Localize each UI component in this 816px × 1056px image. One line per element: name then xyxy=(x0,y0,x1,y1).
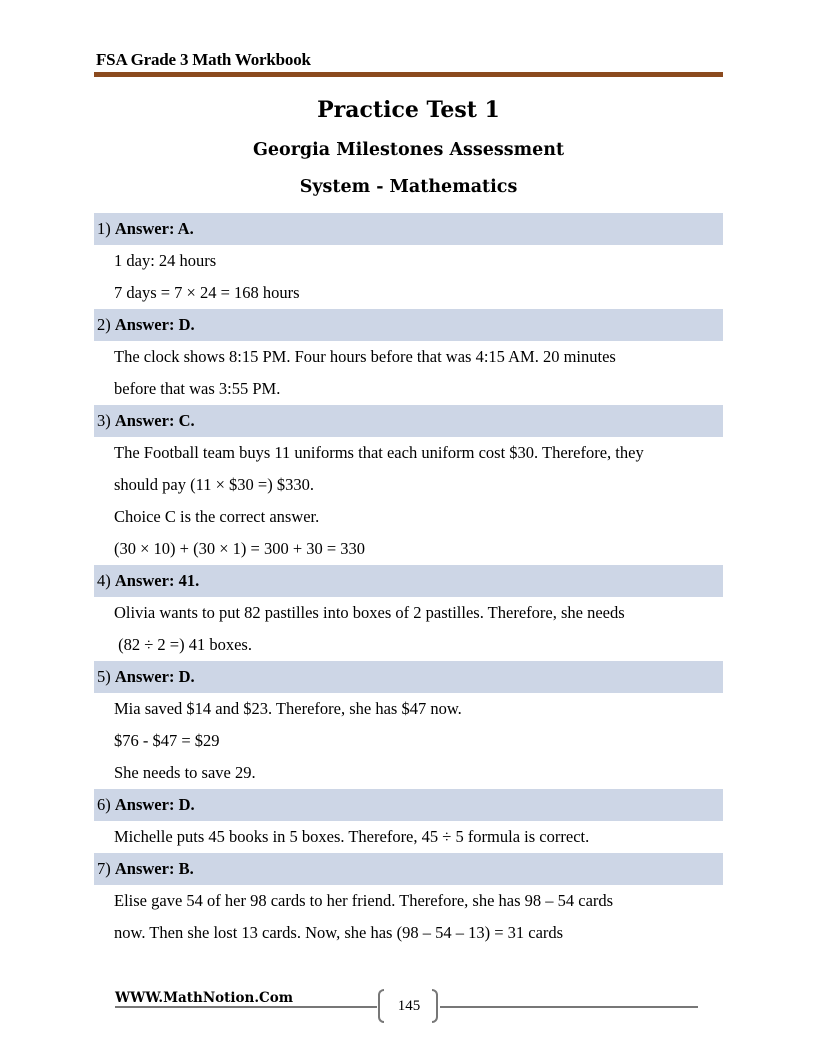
question-number: 6) xyxy=(97,795,115,814)
question-number: 4) xyxy=(97,571,115,590)
explanation-line: The Football team buys 11 uniforms that each uniform cost $30. Therefore, they xyxy=(114,443,644,462)
page-number-left-brace xyxy=(378,989,384,1023)
answer-label: Answer: 41. xyxy=(114,571,200,590)
header-title: FSA Grade 3 Math Workbook xyxy=(96,50,311,69)
answer-heading xyxy=(94,405,723,437)
explanation-line: $76 - $47 = $29 xyxy=(114,731,220,750)
page-number-right-brace xyxy=(432,989,438,1023)
page-subtitle-line-1: Georgia Milestones Assessment xyxy=(252,140,565,160)
explanation-line: Elise gave 54 of her 98 cards to her friend. Therefore, she has 98 – 54 cards xyxy=(114,891,614,910)
answer-list xyxy=(94,213,723,949)
answer-heading xyxy=(94,309,723,341)
answer-heading xyxy=(94,789,723,821)
footer-url: WWW.MathNotion.Com xyxy=(115,990,294,1006)
answer-label: Answer: B. xyxy=(114,859,194,878)
explanation-line: The clock shows 8:15 PM. Four hours before that was 4:15 AM. 20 minutes xyxy=(114,347,616,366)
answer-label: Answer: D. xyxy=(114,315,195,334)
explanation-line: 7 days = 7 × 24 = 168 hours xyxy=(114,283,300,302)
explanation-line: should pay (11 × $30 =) $330. xyxy=(114,475,314,494)
answer-heading xyxy=(94,661,723,693)
explanation-line: now. Then she lost 13 cards. Now, she has (98 – 54 – 13) = 31 cards xyxy=(114,923,564,942)
question-number: 3) xyxy=(97,411,115,430)
question-number: 1) xyxy=(97,219,115,238)
answer-label: Answer: D. xyxy=(114,667,195,686)
explanation-line: Michelle puts 45 books in 5 boxes. Therefore, 45 ÷ 5 formula is correct. xyxy=(114,827,590,846)
explanation-line: Olivia wants to put 82 pastilles into boxes of 2 pastilles. Therefore, she needs xyxy=(114,603,625,622)
answer-label: Answer: C. xyxy=(114,411,195,430)
question-number: 5) xyxy=(97,667,115,686)
explanation-line: 1 day: 24 hours xyxy=(114,251,217,270)
answer-heading xyxy=(94,853,723,885)
answer-heading xyxy=(94,565,723,597)
header-rule xyxy=(94,72,723,77)
page-title: Practice Test 1 xyxy=(317,97,500,123)
explanation-line: (82 ÷ 2 =) 41 boxes. xyxy=(114,635,252,654)
explanation-line: before that was 3:55 PM. xyxy=(114,379,281,398)
explanation-line: (30 × 10) + (30 × 1) = 300 + 30 = 330 xyxy=(114,539,366,558)
answer-heading xyxy=(94,213,723,245)
page-subtitle-line-2: System - Mathematics xyxy=(299,177,518,197)
explanation-line: Choice C is the correct answer. xyxy=(114,507,320,526)
answer-label: Answer: D. xyxy=(114,795,195,814)
explanation-line: She needs to save 29. xyxy=(114,763,256,782)
answer-label: Answer: A. xyxy=(114,219,194,238)
footer-rule-left xyxy=(115,1006,377,1008)
question-number: 7) xyxy=(97,859,115,878)
question-number: 2) xyxy=(97,315,115,334)
explanation-line: Mia saved $14 and $23. Therefore, she has $47 now. xyxy=(114,699,462,718)
footer-rule-right xyxy=(440,1006,698,1008)
page-number: 145 xyxy=(397,998,421,1014)
